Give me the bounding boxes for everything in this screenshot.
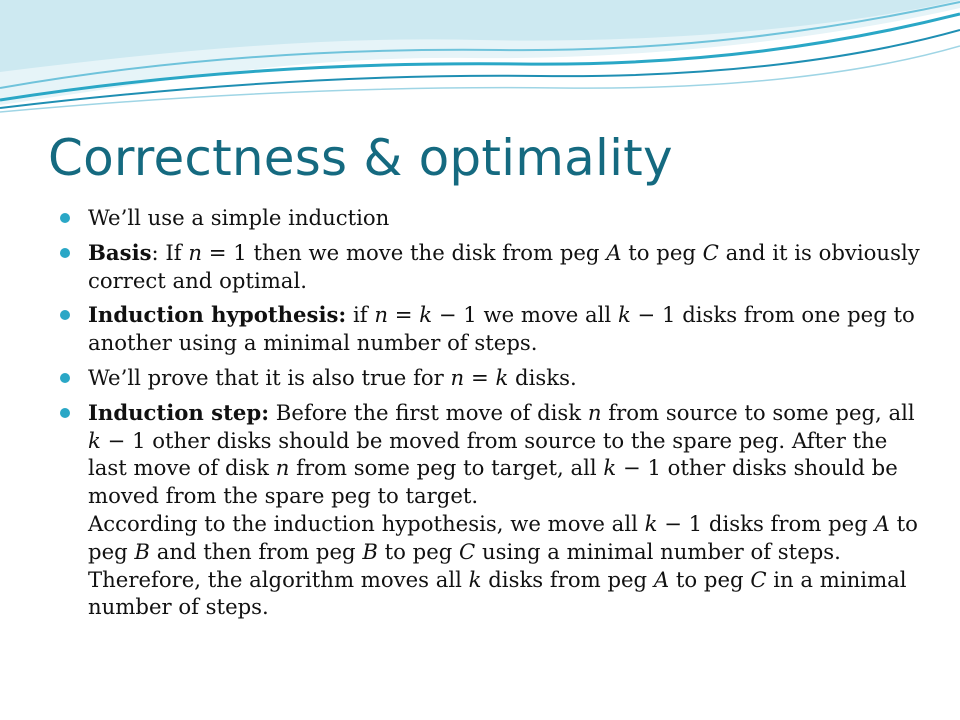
text-run: Before the first move of disk: [269, 399, 588, 425]
bullet-dot: [60, 248, 70, 258]
math-var: C: [750, 566, 767, 592]
bullet-item: [60, 204, 920, 232]
text-run: disks from peg: [481, 566, 654, 592]
math-expr: =: [464, 364, 496, 390]
math-var: n: [275, 455, 290, 481]
math-expr: = 1: [202, 239, 247, 265]
text-run: other disks should be moved from the spare peg to target.: [88, 455, 898, 509]
text-run: from source to some peg, all: [601, 399, 915, 425]
math-var: k: [644, 510, 658, 536]
text-run: if: [346, 302, 375, 328]
bullet-dot: [60, 310, 70, 320]
math-var: n: [587, 399, 602, 425]
text-run: : If: [151, 239, 189, 265]
math-var: k: [617, 302, 631, 328]
bullet-item: [60, 301, 920, 357]
hypothesis-label: Induction hypothesis:: [88, 302, 347, 328]
text-run: to peg: [669, 566, 751, 592]
continuation-paragraph: [88, 510, 920, 621]
text-run: in a minimal number of steps.: [88, 566, 907, 620]
bullet-text: We’ll use a simple induction: [88, 205, 390, 230]
text-run: disks from peg: [702, 510, 875, 536]
bullet-item: [60, 364, 920, 392]
math-var: k: [419, 302, 433, 328]
bullet-item: [60, 399, 920, 621]
math-var: A: [606, 239, 622, 265]
math-expr: =: [388, 302, 420, 328]
text-run: disks from one peg to another using a minimal number of steps.: [88, 302, 915, 356]
text-run: to peg: [88, 510, 918, 564]
math-expr: − 1: [616, 455, 661, 481]
math-expr: − 1: [432, 302, 477, 328]
text-run: then we move the disk from peg: [246, 239, 607, 265]
math-var: B: [134, 538, 150, 564]
slide-body: [60, 204, 920, 628]
math-var: n: [374, 302, 388, 328]
math-var: k: [603, 455, 617, 481]
math-var: A: [874, 510, 890, 536]
math-var: n: [450, 364, 465, 390]
math-expr: − 1: [100, 427, 146, 453]
math-var: k: [468, 566, 482, 592]
header-wave-decoration: [0, 0, 960, 120]
math-var: B: [362, 538, 378, 564]
text-run: and it is obviously correct and optimal.: [88, 239, 920, 293]
text-run: According to the induction hypothesis, we move all: [88, 510, 645, 536]
text-run: we move all: [476, 302, 618, 328]
math-var: k: [495, 364, 509, 390]
step-label: Induction step:: [88, 399, 270, 425]
math-var: k: [88, 427, 101, 453]
text-run: to peg: [377, 538, 460, 564]
text-run: to peg: [621, 239, 703, 265]
math-var: n: [188, 239, 203, 265]
slide-title: Correctness & optimality: [48, 129, 673, 187]
math-var: A: [653, 566, 670, 592]
bullet-dot: [60, 213, 70, 223]
text-run: from some peg to target, all: [289, 455, 604, 481]
bullet-item: [60, 239, 920, 295]
basis-label: Basis: [88, 239, 152, 265]
math-var: C: [702, 239, 719, 265]
bullet-dot: [60, 373, 70, 383]
text-run: using a minimal number of steps. Therefore, the algorithm moves all: [88, 538, 841, 592]
text-run: We’ll prove that it is also true for: [88, 364, 451, 390]
bullet-dot: [60, 408, 70, 418]
math-expr: − 1: [657, 510, 703, 536]
math-expr: − 1: [630, 302, 676, 328]
text-run: other disks should be moved from source to the spare peg. After the last move of disk: [88, 427, 888, 481]
text-run: and then from peg: [149, 538, 363, 564]
math-var: C: [459, 538, 476, 564]
text-run: disks.: [508, 364, 577, 390]
